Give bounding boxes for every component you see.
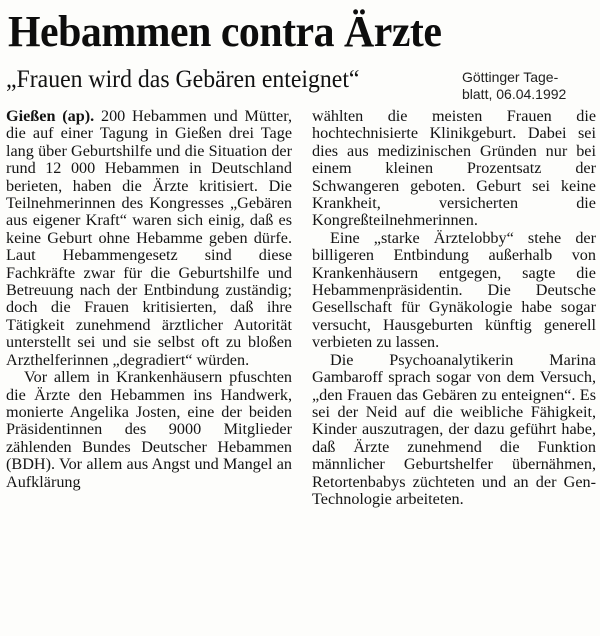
article-paragraph — [6, 108, 292, 369]
article-paragraph: Die Psychoanalytikerin Marina Gambaroff sprach sogar von dem Versuch, „den Frauen das Gebären zu enteignen“. Es sei der Neid auf die weibliche Fähigkeit, Kinder auszutragen, der dazu geführt habe, daß Ärzte zunehmend die Funktion männlicher Geburtshelfer übernähmen, Retortenbabys züchteten und an der Gen-Technologie arbeiteten. — [312, 350, 596, 508]
source-line-2: blatt, 06.04.1992 — [462, 86, 567, 102]
subheadline: „Frauen wird das Gebären enteignet“ — [6, 66, 360, 93]
article-paragraph: Vor allem in Krankenhäusern pfuschten die Ärzte den Hebammen ins Handwerk, monierte Angelika Josten, eine der beiden Präsidentinnen des 9000 Mitglieder zählenden Bundes Deutscher Hebammen (BDH). Vor allem aus Angst und Mangel an Aufklärung — [6, 368, 292, 491]
column-gutter — [299, 110, 300, 630]
dateline: Gießen (ap). — [6, 107, 95, 125]
source-citation — [462, 69, 596, 103]
article-paragraph: wählten die meisten Frauen die hochtechnisierte Klinikgeburt. Dabei sei dies aus medizinischen Gründen nur bei einem kleinen Prozentsatz der Schwangeren geboten. Geburt sei keine Krankheit, versicherten die Kongreßteilnehmerinnen. — [312, 107, 596, 230]
article-paragraph: Eine „starke Ärztelobby“ stehe der billigeren Entbindung außerhalb von Krankenhäusern entgegen, sagte die Hebammenpräsidentin. Die Deutsche Gesellschaft für Gynäkologie habe sogar versucht, Hausgeburten künftig generell verbieten zu lassen. — [312, 228, 596, 352]
article-column-right — [312, 108, 596, 632]
headline: Hebammen contra Ärzte — [8, 7, 442, 56]
paragraph-text: 200 Hebammen und Mütter, die auf einer Tagung in Gießen drei Tage lang über Geburtshilfe und die Situation der rund 12 000 Hebammen in Deutschland berieten, haben die Ärzte kritisiert. Die Teilnehmerinnen des Kongresses „Gebären aus eigener Kraft“ waren sich einig, daß es keine Geburt ohne Hebamme geben dürfe. Laut Hebammengesetz sind diese Fachkräfte zwar für die Geburtshilfe und Betreuung nach der Entbindung zuständig; doch die Frauen kritisierten, daß ihre Tätigkeit zunehmend ärztlicher Autorität unterstellt sei und sie selbst oft zu bloßen Arzthelferinnen „degradiert“ würden. — [6, 107, 292, 369]
article-column-left — [6, 108, 292, 632]
source-line-1: Göttinger Tage- — [462, 69, 559, 85]
